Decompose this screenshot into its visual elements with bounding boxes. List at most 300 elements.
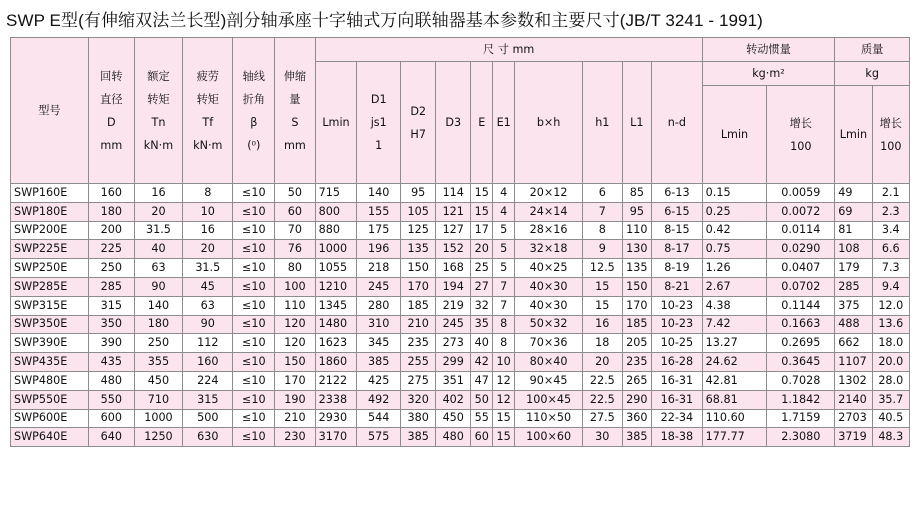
table-row <box>11 390 910 409</box>
table-cell: 8-21 <box>652 277 703 296</box>
table-cell: ≤10 <box>233 202 275 221</box>
table-cell: 630 <box>183 428 233 447</box>
table-row <box>11 202 910 221</box>
header-S: 伸缩 量 S mm <box>275 38 316 184</box>
table-cell: 575 <box>357 428 401 447</box>
table-cell: 280 <box>357 296 401 315</box>
table-cell: 200 <box>88 221 134 240</box>
table-cell: 108 <box>835 240 872 259</box>
table-cell: 351 <box>436 371 471 390</box>
table-row <box>11 353 910 372</box>
table-cell: 0.2695 <box>767 334 835 353</box>
table-cell: 15 <box>471 202 493 221</box>
table-cell: 85 <box>622 184 652 203</box>
table-cell: 35 <box>471 315 493 334</box>
table-cell: 2.67 <box>702 277 767 296</box>
table-cell: 385 <box>357 353 401 372</box>
table-cell: 0.7028 <box>767 371 835 390</box>
table-cell: 13.27 <box>702 334 767 353</box>
table-cell: 0.15 <box>702 184 767 203</box>
table-cell: 196 <box>357 240 401 259</box>
table-cell: 5 <box>493 259 515 278</box>
table-cell: 315 <box>183 390 233 409</box>
header-D2: D2 H7 <box>401 62 436 184</box>
table-cell: 1.1842 <box>767 390 835 409</box>
table-cell: 10 <box>183 202 233 221</box>
table-cell: 290 <box>622 390 652 409</box>
table-row <box>11 296 910 315</box>
table-cell: 235 <box>622 353 652 372</box>
table-cell: 81 <box>835 221 872 240</box>
table-cell: 22.5 <box>583 390 622 409</box>
table-cell: 8-19 <box>652 259 703 278</box>
model-cell: SWP285E <box>11 277 89 296</box>
table-cell: 76 <box>275 240 316 259</box>
table-cell: 177.77 <box>702 428 767 447</box>
table-cell: 28.0 <box>872 371 909 390</box>
table-cell: 16 <box>183 221 233 240</box>
header-dimensions-group: 尺 寸 mm <box>315 38 702 62</box>
table-row <box>11 259 910 278</box>
table-cell: 70 <box>275 221 316 240</box>
table-cell: 42 <box>471 353 493 372</box>
table-cell: 385 <box>401 428 436 447</box>
table-cell: 45 <box>183 277 233 296</box>
table-cell: 435 <box>88 353 134 372</box>
header-inertia-lmin: Lmin <box>702 86 767 184</box>
table-cell: 245 <box>357 277 401 296</box>
table-cell: 0.1663 <box>767 315 835 334</box>
table-cell: 160 <box>183 353 233 372</box>
table-cell: 55 <box>471 409 493 428</box>
table-cell: ≤10 <box>233 409 275 428</box>
header-Tn: 额定 转矩 Tn kN·m <box>134 38 182 184</box>
table-row <box>11 184 910 203</box>
table-cell: 32×18 <box>515 240 583 259</box>
table-cell: 32 <box>471 296 493 315</box>
table-cell: 0.75 <box>702 240 767 259</box>
table-cell: 150 <box>401 259 436 278</box>
table-cell: 152 <box>436 240 471 259</box>
table-cell: 40 <box>134 240 182 259</box>
table-cell: 68.81 <box>702 390 767 409</box>
table-cell: 880 <box>315 221 357 240</box>
table-row <box>11 277 910 296</box>
table-cell: ≤10 <box>233 259 275 278</box>
table-cell: 6-15 <box>652 202 703 221</box>
table-cell: 13.6 <box>872 315 909 334</box>
table-cell: 1000 <box>315 240 357 259</box>
table-cell: 31.5 <box>183 259 233 278</box>
table-cell: 4.38 <box>702 296 767 315</box>
table-row <box>11 315 910 334</box>
table-cell: 24×14 <box>515 202 583 221</box>
table-cell: 16 <box>134 184 182 203</box>
table-cell: 100×60 <box>515 428 583 447</box>
table-cell: 17 <box>471 221 493 240</box>
table-cell: 40×30 <box>515 277 583 296</box>
header-inertia-group: 转动惯量 <box>702 38 835 62</box>
model-cell: SWP350E <box>11 315 89 334</box>
table-cell: 4 <box>493 184 515 203</box>
table-cell: ≤10 <box>233 334 275 353</box>
table-row <box>11 428 910 447</box>
table-cell: ≤10 <box>233 315 275 334</box>
table-cell: 7 <box>583 202 622 221</box>
table-cell: 18.0 <box>872 334 909 353</box>
table-cell: 205 <box>622 334 652 353</box>
table-cell: 245 <box>436 315 471 334</box>
table-cell: 1860 <box>315 353 357 372</box>
table-cell: 127 <box>436 221 471 240</box>
table-cell: 1107 <box>835 353 872 372</box>
table-cell: 315 <box>88 296 134 315</box>
table-cell: 110 <box>622 221 652 240</box>
table-cell: 24.62 <box>702 353 767 372</box>
table-cell: 30 <box>583 428 622 447</box>
table-cell: 800 <box>315 202 357 221</box>
table-cell: 150 <box>622 277 652 296</box>
header-D: 回转 直径 D mm <box>88 38 134 184</box>
table-cell: 224 <box>183 371 233 390</box>
table-cell: 49 <box>835 184 872 203</box>
table-cell: 130 <box>622 240 652 259</box>
table-cell: 90 <box>183 315 233 334</box>
table-cell: 219 <box>436 296 471 315</box>
table-cell: 15 <box>471 184 493 203</box>
table-cell: 1055 <box>315 259 357 278</box>
model-cell: SWP180E <box>11 202 89 221</box>
table-cell: 273 <box>436 334 471 353</box>
table-cell: 185 <box>401 296 436 315</box>
table-cell: 0.25 <box>702 202 767 221</box>
table-cell: 47 <box>471 371 493 390</box>
table-cell: 7.42 <box>702 315 767 334</box>
table-cell: 121 <box>436 202 471 221</box>
table-cell: 640 <box>88 428 134 447</box>
table-cell: 492 <box>357 390 401 409</box>
table-cell: 1480 <box>315 315 357 334</box>
table-cell: 450 <box>436 409 471 428</box>
table-cell: 2703 <box>835 409 872 428</box>
table-cell: 230 <box>275 428 316 447</box>
table-cell: 22-34 <box>652 409 703 428</box>
table-row <box>11 371 910 390</box>
table-cell: 1.26 <box>702 259 767 278</box>
table-cell: 2338 <box>315 390 357 409</box>
table-cell: 2.1 <box>872 184 909 203</box>
table-cell: 90×45 <box>515 371 583 390</box>
table-cell: 12.0 <box>872 296 909 315</box>
table-cell: 1302 <box>835 371 872 390</box>
header-model: 型号 <box>11 38 89 184</box>
model-cell: SWP550E <box>11 390 89 409</box>
table-cell: 28×16 <box>515 221 583 240</box>
header-nd: n-d <box>652 62 703 184</box>
table-cell: 70×36 <box>515 334 583 353</box>
table-cell: 385 <box>622 428 652 447</box>
table-cell: ≤10 <box>233 371 275 390</box>
table-cell: 60 <box>275 202 316 221</box>
table-cell: 22.5 <box>583 371 622 390</box>
table-cell: 2140 <box>835 390 872 409</box>
table-cell: 20.0 <box>872 353 909 372</box>
table-cell: 12.5 <box>583 259 622 278</box>
table-cell: 90 <box>134 277 182 296</box>
header-E1: E1 <box>493 62 515 184</box>
table-cell: 710 <box>134 390 182 409</box>
table-cell: 114 <box>436 184 471 203</box>
table-cell: 48.3 <box>872 428 909 447</box>
table-cell: 299 <box>436 353 471 372</box>
table-cell: 140 <box>134 296 182 315</box>
model-cell: SWP480E <box>11 371 89 390</box>
table-cell: 0.3645 <box>767 353 835 372</box>
table-cell: 10-23 <box>652 296 703 315</box>
table-cell: ≤10 <box>233 277 275 296</box>
table-cell: 190 <box>275 390 316 409</box>
table-cell: 425 <box>357 371 401 390</box>
table-cell: 12 <box>493 390 515 409</box>
table-cell: 488 <box>835 315 872 334</box>
table-cell: 16 <box>583 315 622 334</box>
header-inertia-increase: 增长 100 <box>767 86 835 184</box>
table-cell: 6-13 <box>652 184 703 203</box>
table-row <box>11 221 910 240</box>
table-cell: 8 <box>583 221 622 240</box>
table-cell: 310 <box>357 315 401 334</box>
table-cell: 380 <box>401 409 436 428</box>
table-cell: 194 <box>436 277 471 296</box>
table-cell: 40×30 <box>515 296 583 315</box>
table-cell: 10-23 <box>652 315 703 334</box>
table-cell: 225 <box>88 240 134 259</box>
table-cell: ≤10 <box>233 296 275 315</box>
table-cell: 135 <box>622 259 652 278</box>
model-cell: SWP250E <box>11 259 89 278</box>
table-cell: 20 <box>583 353 622 372</box>
model-cell: SWP160E <box>11 184 89 203</box>
table-cell: 16-28 <box>652 353 703 372</box>
table-cell: 7 <box>493 277 515 296</box>
table-cell: 0.0702 <box>767 277 835 296</box>
table-cell: 6.6 <box>872 240 909 259</box>
table-cell: 110×50 <box>515 409 583 428</box>
table-cell: 20 <box>134 202 182 221</box>
table-cell: 50 <box>471 390 493 409</box>
table-cell: 140 <box>357 184 401 203</box>
table-cell: 210 <box>275 409 316 428</box>
table-cell: 120 <box>275 315 316 334</box>
table-cell: 250 <box>88 259 134 278</box>
table-cell: 8 <box>493 334 515 353</box>
table-cell: 402 <box>436 390 471 409</box>
table-cell: 544 <box>357 409 401 428</box>
table-cell: 168 <box>436 259 471 278</box>
table-cell: 42.81 <box>702 371 767 390</box>
header-h1: h1 <box>583 62 622 184</box>
table-cell: 1000 <box>134 409 182 428</box>
header-D1: D1 js1 1 <box>357 62 401 184</box>
table-cell: 110.60 <box>702 409 767 428</box>
model-cell: SWP225E <box>11 240 89 259</box>
table-cell: 8 <box>183 184 233 203</box>
table-cell: 175 <box>357 221 401 240</box>
table-cell: ≤10 <box>233 353 275 372</box>
table-cell: 40×25 <box>515 259 583 278</box>
table-cell: 3719 <box>835 428 872 447</box>
table-cell: 95 <box>622 202 652 221</box>
table-cell: 95 <box>401 184 436 203</box>
header-mass-unit: kg <box>835 62 910 86</box>
table-cell: 31.5 <box>134 221 182 240</box>
table-row <box>11 334 910 353</box>
table-cell: ≤10 <box>233 184 275 203</box>
table-body <box>11 184 910 447</box>
table-cell: 320 <box>401 390 436 409</box>
table-cell: 450 <box>134 371 182 390</box>
table-cell: 0.0072 <box>767 202 835 221</box>
spec-table <box>10 37 910 447</box>
table-cell: 250 <box>134 334 182 353</box>
table-cell: 20 <box>471 240 493 259</box>
header-mass-lmin: Lmin <box>835 86 872 184</box>
table-cell: 18-38 <box>652 428 703 447</box>
table-cell: 3.4 <box>872 221 909 240</box>
table-cell: 35.7 <box>872 390 909 409</box>
model-cell: SWP390E <box>11 334 89 353</box>
table-cell: 4 <box>493 202 515 221</box>
table-cell: 80×40 <box>515 353 583 372</box>
table-cell: ≤10 <box>233 221 275 240</box>
table-cell: 0.42 <box>702 221 767 240</box>
table-cell: 170 <box>275 371 316 390</box>
table-cell: 50×32 <box>515 315 583 334</box>
table-cell: 155 <box>357 202 401 221</box>
table-cell: 25 <box>471 259 493 278</box>
table-cell: ≤10 <box>233 240 275 259</box>
table-cell: 63 <box>183 296 233 315</box>
table-cell: 662 <box>835 334 872 353</box>
table-cell: 110 <box>275 296 316 315</box>
table-cell: 18 <box>583 334 622 353</box>
table-cell: 100×45 <box>515 390 583 409</box>
table-cell: 345 <box>357 334 401 353</box>
table-cell: 218 <box>357 259 401 278</box>
table-cell: 16-31 <box>652 371 703 390</box>
table-cell: 27 <box>471 277 493 296</box>
table-cell: 170 <box>401 277 436 296</box>
table-cell: 150 <box>275 353 316 372</box>
table-cell: 105 <box>401 202 436 221</box>
table-row <box>11 240 910 259</box>
table-cell: 2.3 <box>872 202 909 221</box>
table-cell: 15 <box>583 277 622 296</box>
table-cell: 7.3 <box>872 259 909 278</box>
table-cell: 80 <box>275 259 316 278</box>
table-cell: 12 <box>493 371 515 390</box>
table-cell: 0.0290 <box>767 240 835 259</box>
table-cell: 40 <box>471 334 493 353</box>
table-cell: 27.5 <box>583 409 622 428</box>
table-cell: ≤10 <box>233 390 275 409</box>
table-cell: 170 <box>622 296 652 315</box>
table-cell: ≤10 <box>233 428 275 447</box>
table-cell: 9.4 <box>872 277 909 296</box>
table-cell: 40.5 <box>872 409 909 428</box>
table-cell: 15 <box>493 409 515 428</box>
table-cell: 285 <box>835 277 872 296</box>
table-cell: 50 <box>275 184 316 203</box>
table-cell: 100 <box>275 277 316 296</box>
table-cell: 0.0114 <box>767 221 835 240</box>
table-cell: 6 <box>583 184 622 203</box>
table-cell: 255 <box>401 353 436 372</box>
table-cell: 480 <box>88 371 134 390</box>
table-cell: 5 <box>493 221 515 240</box>
model-cell: SWP200E <box>11 221 89 240</box>
table-cell: 355 <box>134 353 182 372</box>
table-cell: 10-25 <box>652 334 703 353</box>
table-cell: 5 <box>493 240 515 259</box>
table-cell: 9 <box>583 240 622 259</box>
table-cell: 8-17 <box>652 240 703 259</box>
table-cell: 0.1144 <box>767 296 835 315</box>
table-cell: 360 <box>622 409 652 428</box>
table-cell: 600 <box>88 409 134 428</box>
table-cell: 2930 <box>315 409 357 428</box>
table-cell: 125 <box>401 221 436 240</box>
table-cell: 2.3080 <box>767 428 835 447</box>
table-cell: 1623 <box>315 334 357 353</box>
table-cell: 285 <box>88 277 134 296</box>
table-cell: 480 <box>436 428 471 447</box>
model-cell: SWP315E <box>11 296 89 315</box>
table-cell: 15 <box>493 428 515 447</box>
table-cell: 3170 <box>315 428 357 447</box>
header-mass-group: 质量 <box>835 38 910 62</box>
model-cell: SWP435E <box>11 353 89 372</box>
table-cell: 180 <box>88 202 134 221</box>
table-row <box>11 409 910 428</box>
table-cell: 390 <box>88 334 134 353</box>
model-cell: SWP640E <box>11 428 89 447</box>
table-cell: 715 <box>315 184 357 203</box>
table-cell: 1250 <box>134 428 182 447</box>
table-cell: 265 <box>622 371 652 390</box>
header-Lmin: Lmin <box>315 62 357 184</box>
table-cell: 7 <box>493 296 515 315</box>
header-Tf: 疲劳 转矩 Tf kN·m <box>183 38 233 184</box>
table-cell: 0.0059 <box>767 184 835 203</box>
table-cell: 185 <box>622 315 652 334</box>
table-cell: 1345 <box>315 296 357 315</box>
table-cell: 16-31 <box>652 390 703 409</box>
table-cell: 120 <box>275 334 316 353</box>
table-cell: 179 <box>835 259 872 278</box>
table-cell: 60 <box>471 428 493 447</box>
table-cell: 0.0407 <box>767 259 835 278</box>
table-cell: 20×12 <box>515 184 583 203</box>
page-title: SWP E型(有伸缩双法兰长型)剖分轴承座十字轴式万向联轴器基本参数和主要尺寸(JB/T 3241 - 1991) <box>6 11 763 30</box>
header-D3: D3 <box>436 62 471 184</box>
table-cell: 2122 <box>315 371 357 390</box>
table-cell: 180 <box>134 315 182 334</box>
header-inertia-unit: kg·m² <box>702 62 835 86</box>
table-cell: 235 <box>401 334 436 353</box>
table-cell: 500 <box>183 409 233 428</box>
table-cell: 8 <box>493 315 515 334</box>
